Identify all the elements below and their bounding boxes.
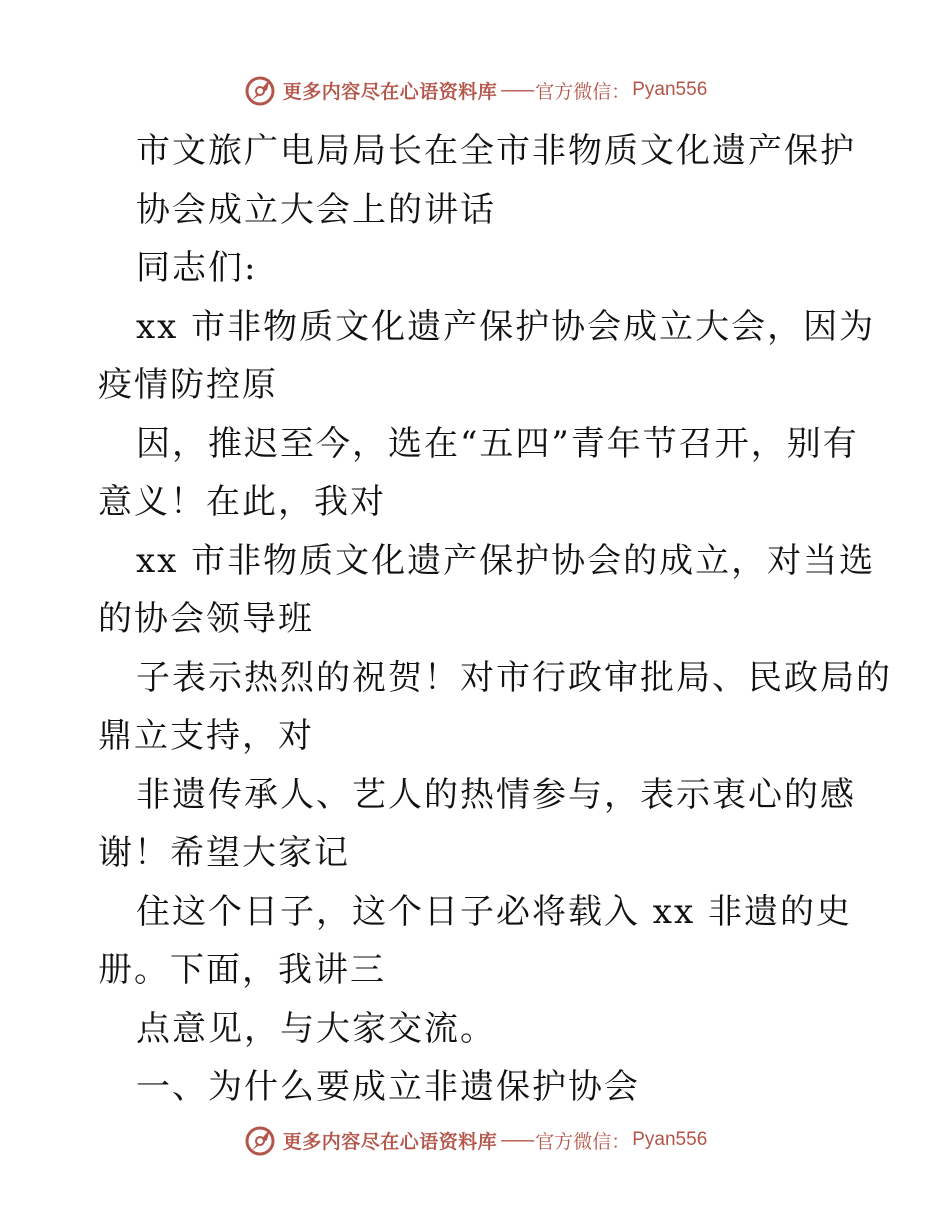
- watermark-wechat-id: Pyan556: [632, 1129, 708, 1150]
- watermark-wechat-id: Pyan556: [632, 79, 708, 100]
- paragraph-line: 同志们:: [136, 248, 258, 288]
- paragraph-line: 册。下面，我讲三: [98, 950, 386, 990]
- quill-logo-icon: [243, 73, 277, 107]
- watermark-dash: ——: [500, 79, 533, 101]
- watermark-wechat-label: 官方微信：: [535, 1130, 631, 1153]
- paragraph-line: 一、为什么要成立非遗保护协会: [136, 1067, 640, 1107]
- watermark-footer: [0, 1120, 950, 1160]
- paragraph-line: 疫情防控原: [98, 365, 278, 405]
- watermark-site-text: 更多内容尽在心语资料库: [282, 80, 498, 103]
- paragraph-line: xx 市非物质文化遗产保护协会的成立，对当选: [136, 540, 876, 581]
- watermark-site-text: 更多内容尽在心语资料库: [282, 1130, 498, 1153]
- paragraph-line: 谢！希望大家记: [98, 833, 350, 873]
- document-body: [98, 122, 898, 1117]
- paragraph-line: 鼎立支持，对: [98, 716, 314, 756]
- paragraph-line: 协会成立大会上的讲话: [136, 189, 496, 230]
- paragraph-line: 非遗传承人、艺人的热情参与，表示衷心的感: [136, 774, 856, 815]
- watermark-dash: ——: [500, 1129, 533, 1151]
- watermark-header: [0, 70, 950, 110]
- paragraph-line: xx 市非物质文化遗产保护协会成立大会，因为: [136, 306, 876, 347]
- paragraph-line: 住这个日子，这个日子必将载入 xx 非遗的史: [136, 891, 852, 932]
- watermark-wechat-label: 官方微信：: [535, 80, 631, 103]
- paragraph-line: 点意见，与大家交流。: [136, 1008, 496, 1049]
- quill-logo-icon: [243, 1123, 277, 1157]
- paragraph-line: 意义！在此，我对: [98, 482, 386, 522]
- paragraph-line: 的协会领导班: [98, 599, 314, 639]
- paragraph-line: 市文旅广电局局长在全市非物质文化遗产保护: [136, 131, 856, 171]
- paragraph-line: 子表示热烈的祝贺！对市行政审批局、民政局的: [136, 657, 892, 698]
- paragraph-line: 因，推迟至今，选在“五四”青年节召开，别有: [136, 423, 859, 464]
